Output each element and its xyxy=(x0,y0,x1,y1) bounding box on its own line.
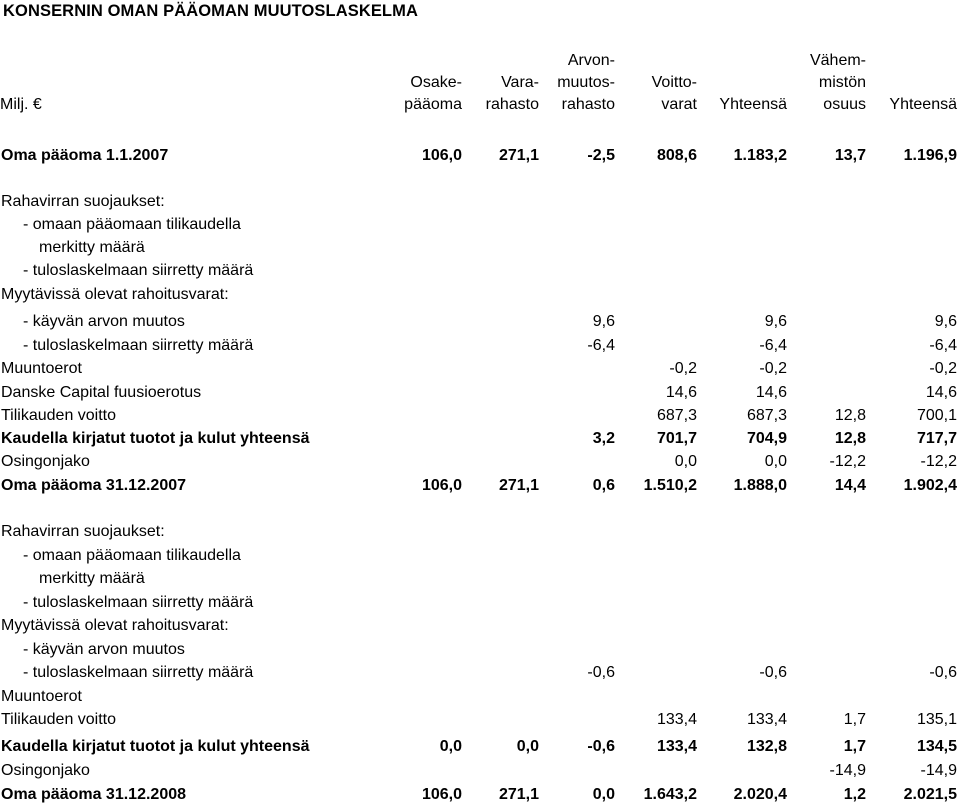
table-row xyxy=(0,567,960,590)
row-label: - tuloslaskelmaan siirretty määrä xyxy=(23,664,254,681)
table-row-total xyxy=(0,735,960,758)
table-row xyxy=(0,236,960,259)
table-row xyxy=(0,661,960,684)
row-label: Muuntoerot xyxy=(1,360,82,377)
table-cell: 135,1 xyxy=(916,711,957,728)
table-cell: -12,2 xyxy=(829,453,866,470)
table-cell: -6,4 xyxy=(759,337,787,354)
table-cell: 0,0 xyxy=(516,738,539,755)
table-cell: 12,8 xyxy=(834,407,866,424)
column-header-line: Voitto- xyxy=(651,74,697,91)
column-header-line: Arvon- xyxy=(567,52,615,69)
table-cell: 132,8 xyxy=(746,738,787,755)
unit-text: Milj. € xyxy=(0,96,42,113)
header-divider xyxy=(0,134,960,135)
row-label: Rahavirran suojaukset: xyxy=(1,523,165,540)
row-label: - omaan pääomaan tilikaudella xyxy=(23,216,241,233)
column-header-line: pääoma xyxy=(404,96,462,113)
table-cell: 0,0 xyxy=(764,453,787,470)
row-label: Tilikauden voitto xyxy=(1,711,117,728)
table-cell: 700,1 xyxy=(916,407,957,424)
table-row xyxy=(0,334,960,357)
row-label: - tuloslaskelmaan siirretty määrä xyxy=(23,262,254,279)
table-cell: 271,1 xyxy=(498,477,539,494)
row-label: Oma pääoma 31.12.2007 xyxy=(1,477,187,494)
table-cell: -0,6 xyxy=(587,738,615,755)
table-cell: 14,6 xyxy=(755,384,787,401)
table-cell: 704,9 xyxy=(746,430,787,447)
page-title: KONSERNIN OMAN PÄÄOMAN MUUTOSLASKELMA xyxy=(3,2,418,20)
table-cell: -14,9 xyxy=(829,762,866,779)
row-label: - käyvän arvon muutos xyxy=(23,641,185,658)
table-cell: 687,3 xyxy=(656,407,697,424)
column-header-line: Vähem- xyxy=(809,52,866,69)
row-label: Muuntoerot xyxy=(1,688,82,705)
row-label: Oma pääoma 1.1.2007 xyxy=(1,147,169,164)
table-row xyxy=(0,614,960,637)
table-row xyxy=(0,283,960,306)
row-label: Oma pääoma 31.12.2008 xyxy=(1,786,187,803)
table-cell: 1.643,2 xyxy=(643,786,697,803)
table-cell: 808,6 xyxy=(656,147,697,164)
column-header-line: osuus xyxy=(823,96,866,113)
table-row xyxy=(0,259,960,282)
table-cell: 0,6 xyxy=(592,477,615,494)
table-row xyxy=(0,759,960,782)
table-cell: 14,4 xyxy=(834,477,866,494)
table-cell: 133,4 xyxy=(656,711,697,728)
table-row xyxy=(0,213,960,236)
table-cell: -6,4 xyxy=(929,337,957,354)
table-cell: 106,0 xyxy=(421,786,462,803)
column-header-line: rahasto xyxy=(561,96,615,113)
row-label: - käyvän arvon muutos xyxy=(23,313,185,330)
table-cell: 1,2 xyxy=(843,786,866,803)
table-cell: 1,7 xyxy=(843,738,866,755)
row-label: Myytävissä olevat rahoitusvarat: xyxy=(1,617,229,634)
column-header-line: Vara- xyxy=(501,74,539,91)
row-label: Kaudella kirjatut tuotot ja kulut yhteensä xyxy=(1,430,310,447)
row-label: merkitty määrä xyxy=(39,239,145,256)
column-header-4 xyxy=(597,50,697,116)
table-cell: -2,5 xyxy=(587,147,615,164)
table-row xyxy=(0,591,960,614)
table-cell: -12,2 xyxy=(920,453,957,470)
column-header-line: Yhteensä xyxy=(719,96,787,113)
table-cell: 106,0 xyxy=(421,147,462,164)
column-header-line: mistön xyxy=(818,74,866,91)
table-header xyxy=(0,50,960,116)
table-cell: 701,7 xyxy=(656,430,697,447)
row-label: - omaan pääomaan tilikaudella xyxy=(23,547,241,564)
table-cell: -0,6 xyxy=(587,664,615,681)
table-cell: 0,0 xyxy=(592,786,615,803)
table-cell: 687,3 xyxy=(746,407,787,424)
table-cell: 1.888,0 xyxy=(733,477,787,494)
table-cell: 2.020,4 xyxy=(733,786,787,803)
table-row xyxy=(0,357,960,380)
table-cell: -6,4 xyxy=(587,337,615,354)
table-row-total xyxy=(0,783,960,806)
column-header-line: Osake- xyxy=(410,74,462,91)
row-label: Osingonjako xyxy=(1,762,90,779)
table-cell: 133,4 xyxy=(656,738,697,755)
table-cell: 271,1 xyxy=(498,147,539,164)
table-cell: -0,6 xyxy=(929,664,957,681)
table-cell: -0,2 xyxy=(929,360,957,377)
table-row-total xyxy=(0,427,960,450)
table-cell: 1.183,2 xyxy=(733,147,787,164)
table-cell: 12,8 xyxy=(834,430,866,447)
row-label: Kaudella kirjatut tuotot ja kulut yhteensä xyxy=(1,738,310,755)
table-cell: 2.021,5 xyxy=(903,786,957,803)
table-cell: 9,6 xyxy=(764,313,787,330)
table-cell: 0,0 xyxy=(439,738,462,755)
table-cell: 14,6 xyxy=(925,384,957,401)
table-row xyxy=(0,544,960,567)
table-row-total xyxy=(0,474,960,497)
table-row xyxy=(0,310,960,333)
table-cell: 134,5 xyxy=(916,738,957,755)
table-row xyxy=(0,685,960,708)
table-cell: -0,2 xyxy=(669,360,697,377)
row-label: Myytävissä olevat rahoitusvarat: xyxy=(1,286,229,303)
row-label: merkitty määrä xyxy=(39,570,145,587)
table-cell: 1,7 xyxy=(843,711,866,728)
table-row xyxy=(0,450,960,473)
column-header-7 xyxy=(857,50,957,116)
row-label: Tilikauden voitto xyxy=(1,407,117,424)
table-row xyxy=(0,404,960,427)
table-cell: 133,4 xyxy=(746,711,787,728)
table-cell: 1.196,9 xyxy=(903,147,957,164)
table-cell: 9,6 xyxy=(592,313,615,330)
table-cell: 717,7 xyxy=(916,430,957,447)
row-label: Osingonjako xyxy=(1,453,90,470)
table-cell: 271,1 xyxy=(498,786,539,803)
column-header-line: rahasto xyxy=(485,96,539,113)
table-row-total xyxy=(0,144,960,167)
column-header-line: muutos- xyxy=(557,74,615,91)
row-label: - tuloslaskelmaan siirretty määrä xyxy=(23,337,254,354)
table-cell: 0,0 xyxy=(674,453,697,470)
table-cell: 14,6 xyxy=(665,384,697,401)
table-row xyxy=(0,190,960,213)
table-row xyxy=(0,520,960,543)
table-cell: 13,7 xyxy=(834,147,866,164)
column-header-6 xyxy=(766,50,866,116)
row-label: Danske Capital fuusioerotus xyxy=(1,384,202,401)
table-cell: -0,6 xyxy=(759,664,787,681)
table-cell: 3,2 xyxy=(592,430,615,447)
table-cell: 9,6 xyxy=(934,313,957,330)
column-header-line: Yhteensä xyxy=(889,96,957,113)
table-cell: 1.510,2 xyxy=(643,477,697,494)
table-row xyxy=(0,381,960,404)
table-row xyxy=(0,708,960,731)
row-label: - tuloslaskelmaan siirretty määrä xyxy=(23,594,254,611)
unit-label xyxy=(0,50,42,116)
table-row xyxy=(0,638,960,661)
table-cell: -14,9 xyxy=(920,762,957,779)
table-cell: 1.902,4 xyxy=(903,477,957,494)
table-cell: 106,0 xyxy=(421,477,462,494)
column-header-line: varat xyxy=(661,96,697,113)
table-cell: -0,2 xyxy=(759,360,787,377)
row-label: Rahavirran suojaukset: xyxy=(1,193,165,210)
